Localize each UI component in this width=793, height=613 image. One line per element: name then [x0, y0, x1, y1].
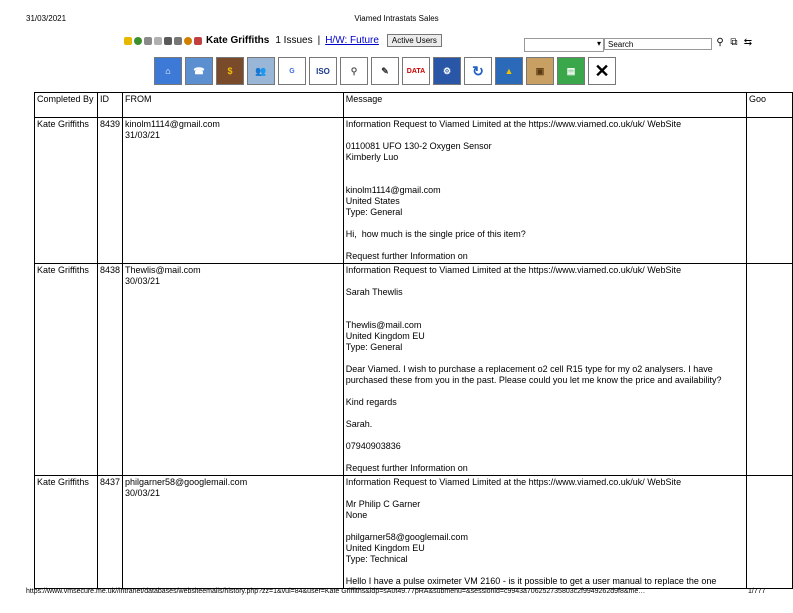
users-icon[interactable]: 👥 — [247, 57, 275, 85]
table-header-row — [35, 93, 793, 118]
message-line: Hello I have a pulse oximeter VM 2160 - is it possible to get a user manual to replace the one — [345, 576, 717, 586]
notepad-pencil-icon[interactable]: ✎ — [371, 57, 399, 85]
box-icon[interactable]: ▣ — [526, 57, 554, 85]
col-from: FROM — [122, 93, 343, 118]
message-line — [346, 353, 744, 364]
issues-count[interactable]: 1 Issues — [275, 35, 313, 46]
top-bar — [124, 34, 442, 47]
search-icon[interactable]: ⚲ — [716, 36, 724, 48]
cash-register-icon[interactable]: $ — [216, 57, 244, 85]
message-line — [346, 408, 744, 419]
message-line — [346, 309, 744, 320]
refresh-icon[interactable]: ↻ — [464, 57, 492, 85]
message-line: Kimberly Luo — [345, 152, 399, 162]
message-line: Information Request to Viamed Limited at the https://www.viamed.co.uk/uk/ WebSite — [345, 265, 682, 275]
current-user: Kate Griffiths — [206, 35, 270, 46]
alert-icon[interactable] — [194, 37, 202, 45]
message-line: United Kingdom EU — [345, 543, 425, 553]
message-line: Information Request to Viamed Limited at the https://www.viamed.co.uk/uk/ WebSite — [345, 119, 682, 129]
message-line — [346, 174, 744, 185]
hw-future-link[interactable]: H/W: Future — [325, 35, 379, 46]
message-line: Request further Information on — [345, 251, 468, 261]
page-number: 1/777 — [748, 588, 766, 595]
message-line — [346, 565, 744, 576]
smiley-icon[interactable] — [184, 37, 192, 45]
from-email[interactable]: Thewlis@mail.com — [124, 265, 201, 275]
iso-icon[interactable]: ISO — [309, 57, 337, 85]
from-email[interactable]: philgarner58@googlemail.com — [124, 477, 248, 487]
message-line: 0110081 UFO 130-2 Oxygen Sensor — [345, 141, 492, 151]
calendar-icon[interactable] — [164, 37, 172, 45]
message-line: Type: Technical — [345, 554, 408, 564]
extra-cell — [747, 118, 793, 264]
message-line: Dear Viamed. I wish to purchase a replacement o2 cell R15 type for my o2 analysers. I have purchased these from you in the past. Please could you let me know the price and availability? — [345, 364, 722, 385]
col-id: ID — [97, 93, 122, 118]
message-line: United Kingdom EU — [345, 331, 425, 341]
message-line: Hi, how much is the single price of this item? — [345, 229, 526, 239]
separator: | — [317, 35, 321, 46]
id-cell: 8438 — [97, 264, 122, 476]
message-line: Type: General — [345, 207, 403, 217]
message-line: None — [345, 510, 368, 520]
print-date: 31/03/2021 — [26, 14, 67, 23]
star-icon[interactable] — [124, 37, 132, 45]
message-line: 07940903836 — [345, 441, 401, 451]
from-cell — [122, 118, 343, 264]
chart-icon[interactable]: ▲ — [495, 57, 523, 85]
message-line — [346, 430, 744, 441]
message-cell — [343, 476, 746, 589]
from-cell — [122, 476, 343, 589]
col-goo: Goo — [747, 93, 793, 118]
message-line — [346, 218, 744, 229]
message-line — [346, 240, 744, 251]
message-line — [346, 163, 744, 174]
magnifier-icon[interactable]: ⚲ — [340, 57, 368, 85]
recycle-icon[interactable] — [134, 37, 142, 45]
message-line: Kind regards — [345, 397, 397, 407]
google-icon[interactable]: G — [278, 57, 306, 85]
filter-dropdown[interactable] — [524, 38, 604, 52]
message-line: kinolm1114@gmail.com — [345, 185, 441, 195]
books-icon[interactable]: ▤ — [557, 57, 585, 85]
message-line: Mr Philip C Garner — [345, 499, 421, 509]
search-input[interactable]: Search — [604, 38, 712, 50]
from-email[interactable]: kinolm1114@gmail.com — [124, 119, 220, 129]
message-line: Request further Information on — [345, 463, 468, 473]
print-title: Viamed Intrastats Sales — [354, 14, 439, 23]
completed-by-cell: Kate Griffiths — [35, 476, 98, 589]
message-line — [346, 298, 744, 309]
id-cell: 8439 — [97, 118, 122, 264]
sync-icon[interactable]: ⇆ — [743, 36, 753, 48]
table-row[interactable] — [35, 118, 793, 264]
table-row[interactable] — [35, 264, 793, 476]
message-line — [346, 276, 744, 287]
message-line — [346, 488, 744, 499]
extra-cell — [747, 476, 793, 589]
col-completed-by: Completed By — [35, 93, 98, 118]
message-line: Type: General — [345, 342, 403, 352]
completed-by-cell: Kate Griffiths — [35, 264, 98, 476]
from-date: 30/03/21 — [124, 488, 161, 498]
pin-icon[interactable] — [144, 37, 152, 45]
message-line: Sarah Thewlis — [345, 287, 403, 297]
table-row[interactable] — [35, 476, 793, 589]
emails-table — [34, 92, 793, 589]
search-tools — [714, 36, 754, 48]
gear-network-icon[interactable]: ⚙ — [433, 57, 461, 85]
external-link-icon[interactable]: ⧉ — [730, 36, 738, 48]
message-cell — [343, 118, 746, 264]
message-line — [346, 452, 744, 463]
col-message: Message — [343, 93, 746, 118]
message-line: Sarah. — [345, 419, 373, 429]
phone-icon[interactable]: ☎ — [185, 57, 213, 85]
message-line — [346, 386, 744, 397]
home-icon[interactable]: ⌂ — [154, 57, 182, 85]
print-footer-url: https://www.vmsecure.me.uk//intranet/databases/websiteemails/history.php?zz=1&vui=84&user=Kate Griffiths&idp=sA0t49.77pRA&submenu=&sessionid=c9943a706252735803c2f9949262d9f8&me… — [26, 588, 646, 595]
message-line — [346, 130, 744, 141]
toolbar-icons — [154, 57, 616, 85]
message-cell — [343, 264, 746, 476]
from-cell — [122, 264, 343, 476]
opera-data-icon[interactable]: DATA — [402, 57, 430, 85]
message-line — [346, 521, 744, 532]
completed-by-cell: Kate Griffiths — [35, 118, 98, 264]
id-cell: 8437 — [97, 476, 122, 589]
chevron-down-icon: ▾ — [596, 39, 601, 48]
from-date: 31/03/21 — [124, 130, 161, 140]
message-line: philgarner58@googlemail.com — [345, 532, 468, 542]
extra-cell — [747, 264, 793, 476]
close-x-icon[interactable]: ✕ — [588, 57, 616, 85]
document-icon[interactable] — [174, 37, 182, 45]
message-line: Information Request to Viamed Limited at the https://www.viamed.co.uk/uk/ WebSite — [345, 477, 682, 487]
message-line: United States — [345, 196, 400, 206]
message-line: Thewlis@mail.com — [345, 320, 422, 330]
check-icon[interactable] — [154, 37, 162, 45]
from-date: 30/03/21 — [124, 276, 161, 286]
active-users-button[interactable]: Active Users — [387, 34, 442, 47]
